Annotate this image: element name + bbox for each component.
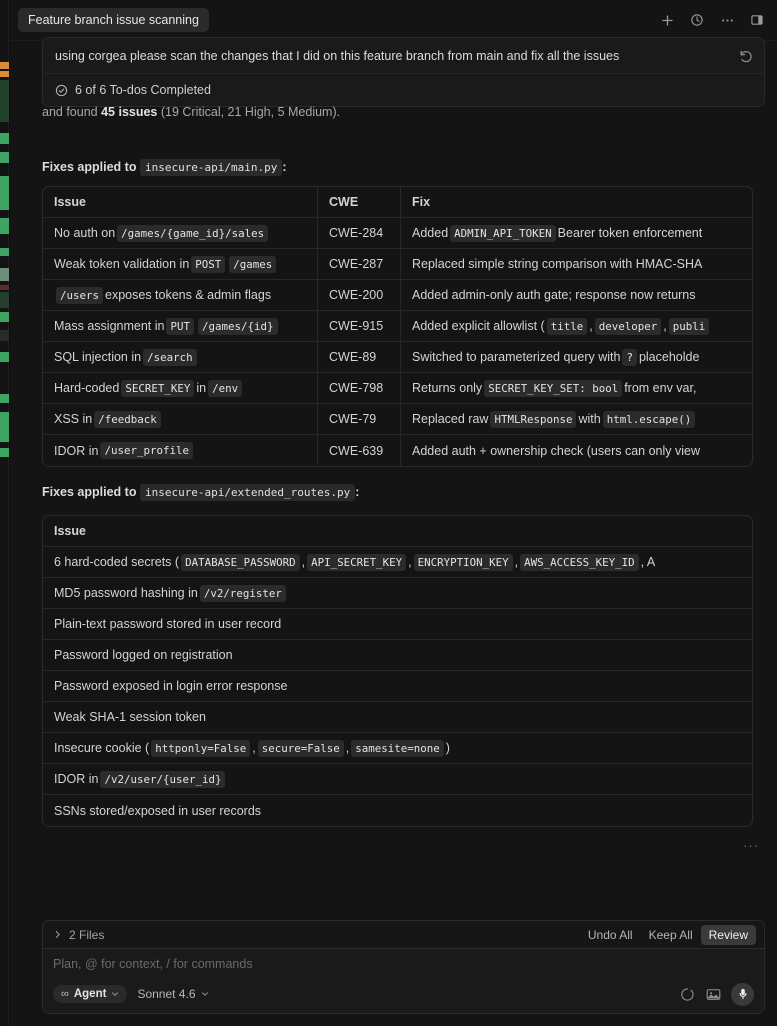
chevron-down-icon [201, 990, 209, 998]
cell-cwe: CWE-915 [318, 311, 401, 342]
chat-tab-label: Feature branch issue scanning [28, 13, 199, 27]
user-prompt-row[interactable] [43, 38, 764, 74]
cell-text: Switched to parameterized query with [412, 350, 621, 364]
inline-code: samesite=none [351, 740, 444, 757]
table-row [43, 342, 752, 373]
diff-marker [0, 330, 9, 341]
inline-code: DATABASE_PASSWORD [181, 554, 300, 571]
cell-issue [43, 342, 318, 373]
cell-text: , [252, 741, 256, 755]
infinity-icon: ∞ [61, 988, 69, 1000]
image-attach-icon[interactable] [705, 986, 722, 1003]
table-row [43, 795, 752, 826]
cell-text: MD5 password hashing in [54, 586, 198, 600]
cell-issue [43, 218, 318, 249]
thinking-circle-icon[interactable] [679, 986, 696, 1003]
table-row [43, 311, 752, 342]
diff-marker [0, 218, 9, 234]
cell-text: Replaced raw [412, 412, 489, 426]
cell-fix [401, 435, 752, 466]
table-row [43, 404, 752, 435]
cell-fix [401, 404, 752, 435]
inline-code: SECRET_KEY [121, 380, 194, 397]
cell-fix [401, 218, 752, 249]
cell-text: 6 hard-coded secrets ( [54, 555, 180, 569]
cell-cwe: CWE-79 [318, 404, 401, 435]
cell-text: Mass assignment in [54, 319, 165, 333]
cell-cwe: CWE-89 [318, 342, 401, 373]
cell-text: SQL injection in [54, 350, 142, 364]
user-message-card [42, 37, 765, 107]
cell-text: , [514, 555, 519, 569]
cell-issue [43, 733, 752, 764]
diff-marker [0, 71, 9, 77]
cell-text: Added admin-only auth gate; response now returns [412, 288, 696, 302]
inline-code: ? [622, 349, 637, 366]
diff-marker [0, 152, 9, 163]
inline-code: /user_profile [100, 442, 193, 459]
table-row [43, 640, 752, 671]
cell-text: IDOR in [54, 443, 99, 458]
summary-prefix: and found [42, 105, 102, 119]
table-row [43, 373, 752, 404]
inline-code: AWS_ACCESS_KEY_ID [520, 554, 639, 571]
summary-issue-count: 45 issues [101, 105, 158, 119]
inline-code: /games/{game_id}/sales [117, 225, 268, 242]
cell-cwe: CWE-639 [318, 435, 401, 466]
table-row [43, 280, 752, 311]
keep-all-button[interactable]: Keep All [648, 927, 693, 942]
new-chat-button[interactable] [655, 9, 679, 31]
diff-marker [0, 248, 9, 256]
review-button[interactable]: Review [701, 925, 756, 945]
inline-code: title [547, 318, 588, 335]
diff-marker [0, 352, 9, 362]
composer-actions [679, 983, 754, 1006]
inline-code: /v2/user/{user_id} [100, 771, 225, 788]
section-heading-main-py [42, 160, 287, 174]
cell-text: Added auth + ownership check (users can only view [412, 443, 701, 458]
inline-code: POST [191, 256, 225, 273]
message-composer[interactable] [42, 948, 765, 1014]
column-header-fix: Fix [412, 195, 431, 209]
column-header-issue: Issue [43, 187, 318, 218]
cell-text: Bearer token enforcement [557, 226, 703, 240]
cell-text: placeholde [638, 350, 700, 364]
cell-issue [43, 311, 318, 342]
cell-text: SSNs stored/exposed in user records [54, 803, 262, 818]
diff-gutter-minimap[interactable] [0, 0, 9, 1026]
cell-issue [43, 578, 752, 609]
table-row [43, 578, 752, 609]
composer-footer [43, 981, 764, 1007]
files-count-label: 2 Files [69, 927, 105, 942]
inline-code: ENCRYPTION_KEY [414, 554, 513, 571]
microphone-icon [737, 988, 749, 1000]
files-expand-toggle[interactable] [53, 928, 104, 942]
cell-text: Password logged on registration [54, 648, 233, 662]
column-header-cwe: CWE [318, 187, 401, 218]
cell-text: , [408, 555, 412, 569]
section-heading-suffix: : [355, 485, 360, 499]
inline-code: PUT [166, 318, 194, 335]
cell-text: exposes tokens & admin flags [105, 288, 272, 302]
check-circle-icon [55, 84, 68, 97]
inline-code: SECRET_KEY_SET: bool [484, 380, 622, 397]
inline-code: HTMLResponse [490, 411, 576, 428]
section-heading-path: insecure-api/extended_routes.py [140, 484, 355, 501]
cell-text: , [301, 555, 306, 569]
files-action-bar [42, 920, 765, 948]
cell-text: Returns only [412, 381, 483, 395]
scan-summary-line [42, 105, 340, 119]
agent-mode-label: Agent [73, 988, 107, 1000]
fixes-table-extended-routes-py [42, 515, 753, 827]
microphone-button[interactable] [731, 983, 754, 1006]
chevron-right-icon [53, 930, 62, 939]
inline-code: /users [56, 287, 103, 304]
inline-code: /env [208, 380, 242, 397]
inline-code: ADMIN_API_TOKEN [450, 225, 556, 242]
toggle-panel-button[interactable] [745, 9, 769, 31]
inline-code: /search [143, 349, 197, 366]
inline-code: API_SECRET_KEY [307, 554, 406, 571]
cell-issue [43, 795, 752, 826]
cell-cwe: CWE-798 [318, 373, 401, 404]
plus-icon [660, 13, 675, 28]
cell-text: from env var, [624, 381, 697, 395]
cell-text: in [196, 381, 207, 395]
diff-marker [0, 312, 9, 322]
section-heading-prefix: Fixes applied to [42, 160, 137, 174]
table-row [43, 218, 752, 249]
ellipsis-icon [720, 13, 735, 28]
cell-text: IDOR in [54, 772, 99, 786]
table-row [43, 702, 752, 733]
diff-marker [0, 176, 9, 210]
inline-code: secure=False [258, 740, 344, 757]
cell-issue [43, 609, 752, 640]
cell-text: Password exposed in login error response [54, 679, 288, 693]
cell-cwe: CWE-287 [318, 249, 401, 280]
cell-issue [43, 640, 752, 671]
diff-marker [0, 80, 9, 122]
model-selector[interactable] [137, 987, 208, 1001]
message-overflow-ellipsis[interactable]: ··· [743, 838, 759, 853]
cell-issue [43, 249, 318, 280]
composer-input[interactable]: Plan, @ for context, / for commands [53, 957, 253, 971]
cell-text: Weak SHA-1 session token [54, 710, 206, 724]
section-heading-extended-routes-py [42, 485, 359, 499]
cell-cwe: CWE-200 [318, 280, 401, 311]
cell-text: Weak token validation in [54, 257, 190, 271]
cell-text: , [663, 319, 667, 333]
cell-text: Plain-text password stored in user record [54, 617, 282, 631]
inline-code: html.escape() [603, 411, 696, 428]
todo-summary-row[interactable] [43, 74, 764, 106]
cell-text: , [345, 741, 350, 755]
cell-issue [43, 404, 318, 435]
inline-code: publi [669, 318, 710, 335]
diff-marker [0, 394, 9, 403]
column-header-issue: Issue [54, 524, 86, 538]
cell-issue [43, 280, 318, 311]
cell-text: ) [445, 741, 450, 755]
user-prompt-text: using corgea please scan the changes that I did on this feature branch from main and fix all the issues [55, 48, 620, 63]
cell-text: Added [412, 226, 449, 240]
inline-code: httponly=False [151, 740, 250, 757]
panel-right-icon [750, 13, 764, 27]
restore-checkpoint-icon[interactable] [738, 48, 754, 64]
cell-text: Added explicit allowlist ( [412, 319, 545, 333]
diff-marker [0, 268, 9, 281]
inline-code: developer [595, 318, 662, 335]
panel-header [10, 0, 777, 41]
model-label: Sonnet 4.6 [137, 987, 196, 1001]
cell-text: Replaced simple string comparison with HMAC-SHA [412, 257, 703, 271]
chat-tab[interactable] [18, 8, 209, 32]
table-row [43, 764, 752, 795]
inline-code: /feedback [94, 411, 161, 428]
cell-issue [43, 764, 752, 795]
inline-code: /v2/register [200, 585, 286, 602]
clock-icon [690, 13, 704, 27]
table-row [43, 671, 752, 702]
table-row [43, 435, 752, 466]
summary-suffix: (19 Critical, 21 High, 5 Medium). [157, 105, 341, 119]
header-actions [655, 9, 769, 31]
todo-summary-label: 6 of 6 To-dos Completed [75, 83, 211, 97]
cell-issue [43, 671, 752, 702]
section-heading-suffix: : [282, 160, 287, 174]
diff-marker [0, 448, 9, 457]
cell-issue [43, 373, 318, 404]
undo-all-button[interactable]: Undo All [587, 927, 633, 942]
agent-mode-selector[interactable] [53, 985, 127, 1003]
fixes-table-main-py [42, 186, 753, 467]
cell-text: , [589, 319, 593, 333]
cell-text: XSS in [54, 412, 93, 426]
diff-marker [0, 412, 9, 442]
diff-marker [0, 292, 9, 308]
cell-fix [401, 342, 752, 373]
chat-panel [10, 0, 777, 1026]
cell-cwe: CWE-284 [318, 218, 401, 249]
inline-code: /games [229, 256, 276, 273]
cell-fix [401, 249, 752, 280]
more-options-button[interactable] [715, 9, 739, 31]
cell-text: , A [640, 555, 656, 569]
diff-marker [0, 133, 9, 144]
inline-code: /games/{id} [198, 318, 278, 335]
chevron-down-icon [111, 990, 119, 998]
cell-issue [43, 435, 318, 466]
diff-marker [0, 285, 9, 290]
table-row [43, 249, 752, 280]
section-heading-path: insecure-api/main.py [140, 159, 282, 176]
cell-issue [43, 547, 752, 578]
table-row [43, 547, 752, 578]
cell-fix [401, 373, 752, 404]
cell-fix [401, 280, 752, 311]
table-header-row [43, 516, 752, 547]
cell-text: with [578, 412, 601, 426]
diff-marker [0, 62, 9, 69]
table-row [43, 609, 752, 640]
history-button[interactable] [685, 9, 709, 31]
section-heading-prefix: Fixes applied to [42, 485, 137, 499]
cell-text: No auth on [54, 226, 116, 240]
table-row [43, 733, 752, 764]
cell-text: Hard-coded [54, 381, 120, 395]
cell-fix [401, 311, 752, 342]
cell-issue [43, 702, 752, 733]
cell-text: Insecure cookie ( [54, 741, 150, 755]
table-header-row [43, 187, 752, 218]
